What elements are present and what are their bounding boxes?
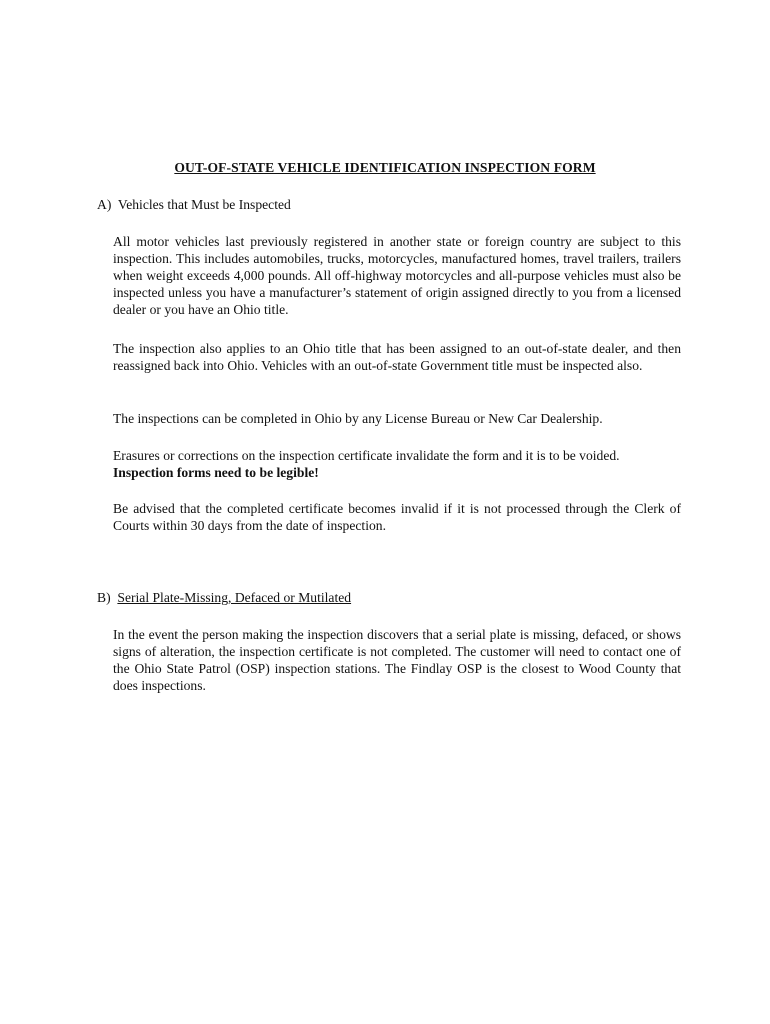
section-a-paragraph-1: All motor vehicles last previously registered in another state or foreign country are subject to this inspection. This includes automobiles, trucks, motorcycles, manufactured homes, travel trailers, trailers when weight exceeds 4,000 pounds. All off-highway motorcycles and all-purpose vehicles must also be inspected unless you have a manufacturer’s statement of origin assigned directly to you from a licensed dealer or you have an Ohio title. — [113, 234, 681, 317]
section-b-heading-text: Serial Plate-Missing, Defaced or Mutilated — [117, 590, 352, 605]
section-a-heading — [97, 197, 291, 213]
erasures-text: Erasures or corrections on the inspection certificate invalidate the form and it is to be voided. — [113, 448, 620, 463]
section-a-paragraph-3: The inspections can be completed in Ohio by any License Bureau or New Car Dealership. — [113, 411, 603, 426]
section-b-paragraph-1: In the event the person making the inspection discovers that a serial plate is missing, defaced, or shows signs of alteration, the inspection certificate is not completed. The customer will need to contact one of the Ohio State Patrol (OSP) inspection stations. The Findlay OSP is the closest to Wood County that does inspections. — [113, 627, 681, 693]
section-a-heading-text: Vehicles that Must be Inspected — [117, 197, 291, 212]
section-b-heading — [97, 590, 351, 606]
section-b-marker: B) — [97, 590, 111, 605]
page-title: OUT-OF-STATE VEHICLE IDENTIFICATION INSPECTION FORM — [174, 160, 596, 175]
section-a-marker: A) — [97, 197, 112, 212]
section-a-paragraph-4 — [113, 447, 681, 481]
section-a-paragraph-2: The inspection also applies to an Ohio title that has been assigned to an out-of-state dealer, and then reassigned back into Ohio. Vehicles with an out-of-state Government title must be inspected also. — [113, 341, 681, 373]
section-a-paragraph-5: Be advised that the completed certificate becomes invalid if it is not processed through the Clerk of Courts within 30 days from the date of inspection. — [113, 501, 681, 533]
legibility-note: Inspection forms need to be legible! — [113, 465, 319, 480]
